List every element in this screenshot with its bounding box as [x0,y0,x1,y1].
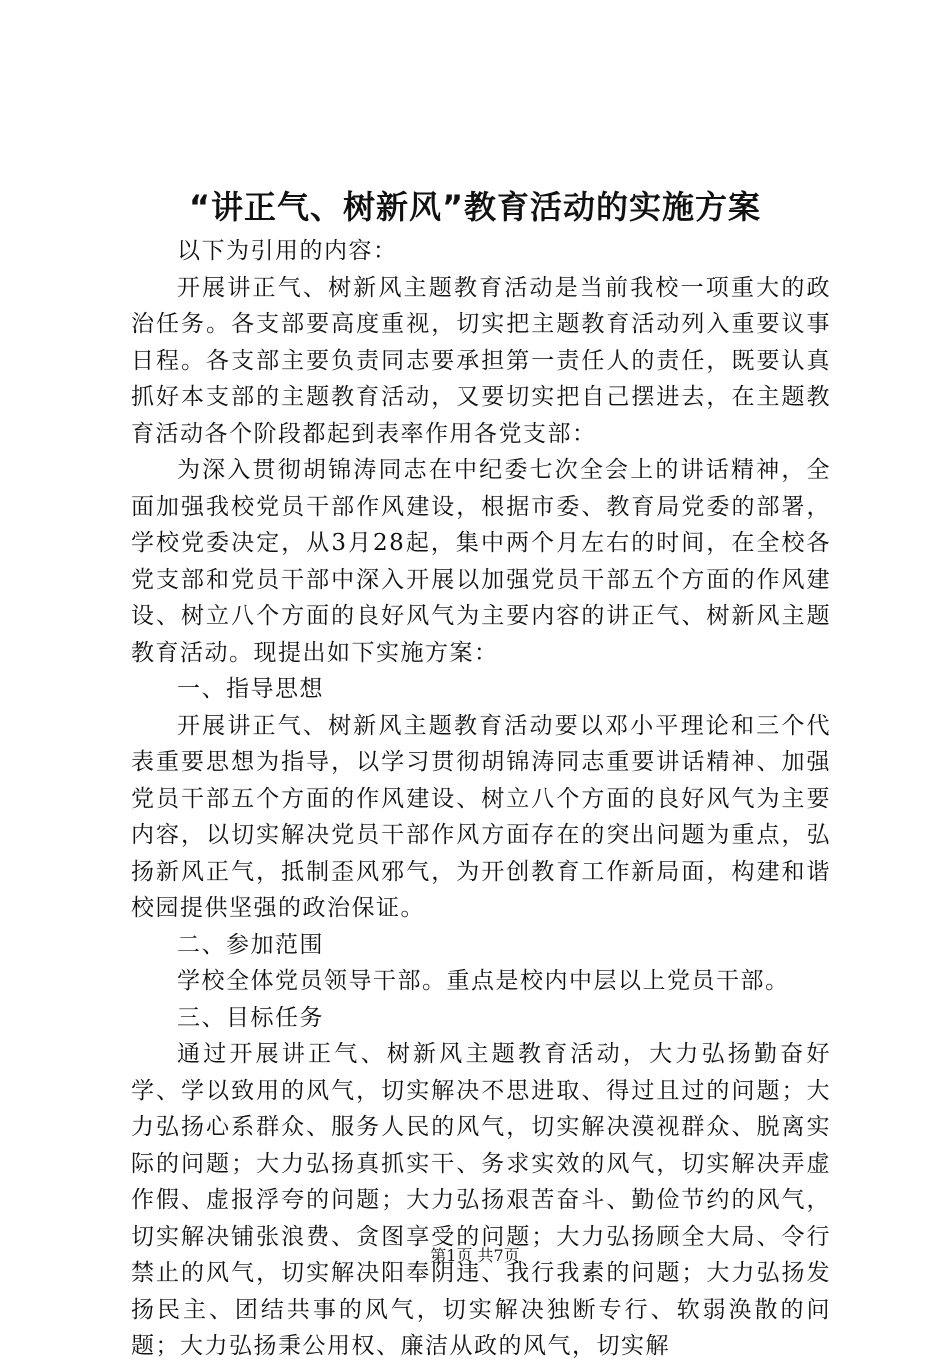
section-heading-scope: 二、参加范围 [177,931,324,958]
page-number-footer: 第1页 共7页 [430,1246,520,1265]
section-heading-guiding-thought: 一、指导思想 [177,676,324,702]
section-heading-goals: 三、目标任务 [177,1004,324,1031]
paragraph-guiding-thought: 开展讲正气、树新风主题教育活动要以邓小平理论和三个代表重要思想为指导，以学习贯彻胡锦涛同志重要讲话精神、加强党员干部五个方面的作风建设、树立八个方面的良好风气为主要内容，以切实解决党员干部作风方面存在的突出问题为重点，弘扬新风正气，抵制歪风邪气，为开创教育工作新局面，构建和谐校园提供坚强的政治保证。 [131,712,831,921]
paragraph-goals: 通过开展讲正气、树新风主题教育活动，大力弘扬勤奋好学、学以致用的风气，切实解决不思进取、得过且过的问题；大力弘扬心系群众、服务人民的风气，切实解决漠视群众、脱离实际的问题；大力弘扬真抓实干、务求实效的风气，切实解决弄虚作假、虚报浮夸的问题；大力弘扬艰苦奋斗、勤俭节约的风气，切实解决铺张浪费、贪图享受的问题；大力弘扬顾全大局、令行禁止的风气，切实解决阳奉阴违、我行我素的问题；大力弘扬发扬民主、团结共事的风气，切实解决独断专行、软弱涣散的问题；大力弘扬秉公用权、廉洁从政的风气，切实解 [131,1041,831,1359]
paragraph-background: 为深入贯彻胡锦涛同志在中纪委七次全会上的讲话精神，全面加强我校党员干部作风建设，根据市委、教育局党委的部署，学校党委决定，从3月28起，集中两个月左右的时间，在全校各党支部和党员干部中深入开展以加强党员干部五个方面的作风建设、树立八个方面的良好风气为主要内容的讲正气、树新风主题教育活动。现提出如下实施方案： [131,457,831,666]
paragraph-quote-intro: 以下为引用的内容： [177,238,398,264]
document-title: “讲正气、树新风”教育活动的实施方案 [188,188,762,226]
paragraph-scope: 学校全体党员领导干部。重点是校内中层以上党员干部。 [177,968,790,994]
document-body [131,233,831,1365]
paragraph-intro: 开展讲正气、树新风主题教育活动是当前我校一项重大的政治任务。各支部要高度重视，切实把主题教育活动列入重要议事日程。各支部主要负责同志要承担第一责任人的责任，既要认真抓好本支部的主题教育活动，又要切实把自己摆进去，在主题教育活动各个阶段都起到表率作用各党支部： [131,274,831,447]
